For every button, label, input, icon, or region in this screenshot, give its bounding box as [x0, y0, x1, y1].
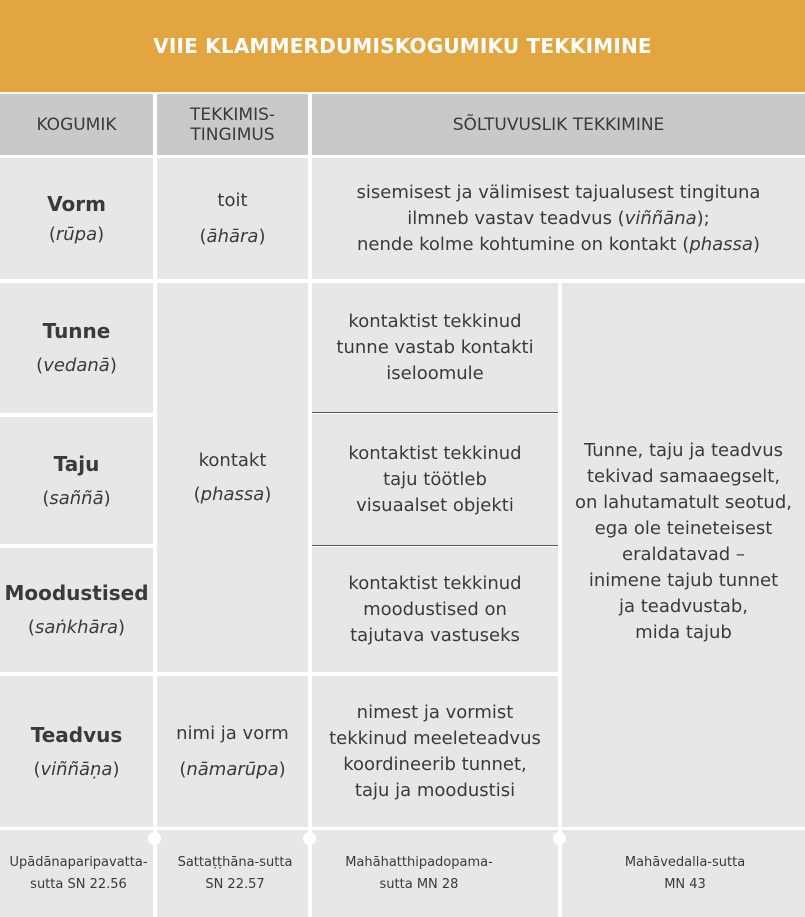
separator-line	[312, 545, 558, 546]
shared-condition-kontakt: kontakt (phassa)	[157, 283, 308, 672]
header-tekkimistingimus: TEKKIMIS- TINGIMUS	[157, 94, 308, 155]
row-teadvus-arising: nimest ja vormist tekkinud meeleteadvus koordineerib tunnet, taju ja moodustisi	[312, 676, 558, 827]
row-teadvus-name: Teadvus (viññāṇa)	[0, 676, 153, 827]
row-moodustised-name: Moodustised (saṅkhāra)	[0, 548, 153, 672]
row-vorm-condition: toit (āhāra)	[157, 158, 308, 279]
page-title: VIIE KLAMMERDUMISKOGUMIKU TEKKIMINE	[153, 34, 652, 58]
connector-dot	[553, 832, 566, 845]
header-kogumik: KOGUMIK	[0, 94, 153, 155]
row-vorm-arising: sisemisest ja välimisest tajualusest tingituna ilmneb vastav teadvus (viññāna); nende kolme kohtumine on kontakt (phassa)	[312, 158, 805, 279]
row-taju-name: Taju (saññā)	[0, 417, 153, 544]
title-banner	[0, 0, 805, 92]
row-vorm-name: Vorm (rūpa)	[0, 158, 153, 279]
source-caption-3: Mahāhatthipadopama- sutta MN 28	[345, 855, 493, 892]
simultaneous-arising-note: Tunne, taju ja teadvus tekivad samaaegselt, on lahutamatult seotud, ega ole teineteisest eraldatavad – inimene tajub tunnet ja teadvustab, mida tajub	[562, 283, 805, 827]
header-soltuvuslik-tekkimine: SÕLTUVUSLIK TEKKIMINE	[312, 94, 805, 155]
row-teadvus-condition: nimi ja vorm (nāmarūpa)	[157, 676, 308, 827]
row-tunne-name: Tunne (vedanā)	[0, 283, 153, 413]
connector-dot	[148, 832, 161, 845]
source-caption-4: Mahāvedalla-sutta MN 43	[624, 855, 746, 892]
row-tunne-arising: kontaktist tekkinud tunne vastab kontakti iseloomule	[312, 283, 558, 413]
source-caption-2: Sattaṭṭhāna-sutta SN 22.57	[177, 855, 293, 892]
row-taju-arising: kontaktist tekkinud taju töötleb visuaalset objekti	[312, 414, 558, 546]
source-caption-1: Upādānaparipavatta- sutta SN 22.56	[9, 855, 148, 892]
separator-line	[312, 412, 558, 413]
connector-dot	[303, 832, 316, 845]
row-moodustised-arising: kontaktist tekkinud moodustised on tajutava vastuseks	[312, 547, 558, 672]
